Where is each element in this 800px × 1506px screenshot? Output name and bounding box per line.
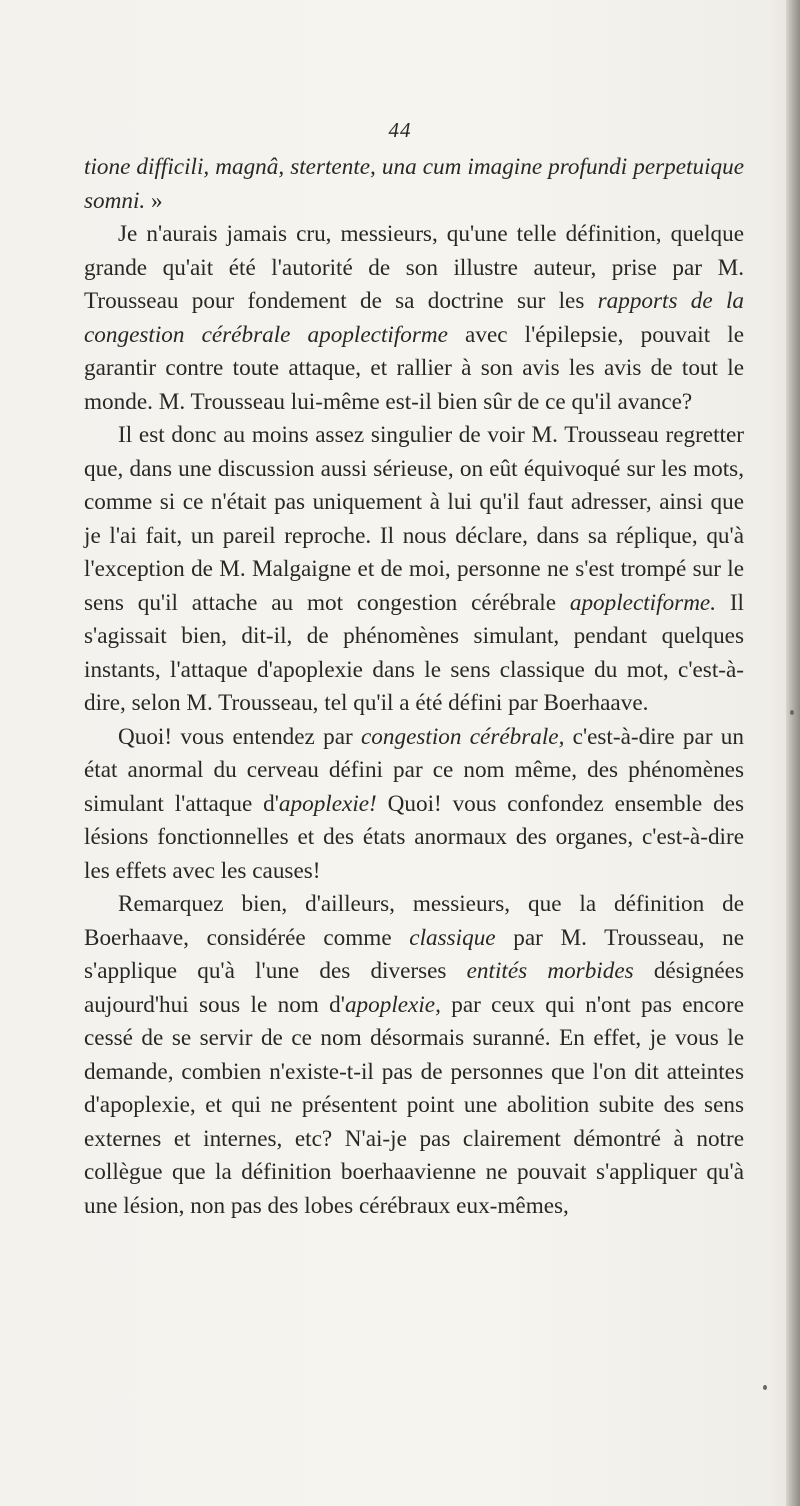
print-speck xyxy=(763,1385,767,1390)
text-run: par M. Trousseau, ne s'applique qu'à l'une des diverses xyxy=(84,924,744,984)
italic-text: apoplexie! xyxy=(278,790,377,817)
italic-text: tione difficili, magnâ, stertente, una cum imagine profundi perpetuique somni. xyxy=(84,154,744,214)
text-run: avec l'épilepsie, pouvait le garantir contre toute attaque, et rallier à son avis les avis de tout le monde. M. Trousseau lui-même est-il bien sûr de ce qu'il avance? xyxy=(84,321,745,415)
text-run: c'est-à-dire par un état anormal du cerveau défini par ce nom même, des phénomènes simulant l'attaque d' xyxy=(84,723,744,817)
page-number: 44 xyxy=(388,118,412,142)
italic-text: apoplectiforme. xyxy=(569,589,717,616)
italic-text: classique xyxy=(409,924,496,951)
italic-text: entités morbides xyxy=(466,958,634,984)
paragraph xyxy=(84,721,744,889)
paragraph xyxy=(84,419,744,721)
page-edge-shadow xyxy=(786,0,800,1506)
text-run: Quoi! vous confondez ensemble des lésions fonctionnelles et des états anormaux des organes, c'est-à-dire les effets avec les causes! xyxy=(84,790,744,884)
italic-text: congestion cérébrale, xyxy=(361,723,565,750)
paragraph xyxy=(84,218,744,419)
print-speck xyxy=(790,710,794,715)
italic-text: apoplexie, xyxy=(344,991,441,1018)
text-run: Il est donc au moins assez singulier de voir M. Trousseau regretter que, dans une discussion aussi sérieuse, on eût équivoqué sur les mots, comme si ce n'était pas uniquement à lui qu'il faut adresser, ainsi que je l'ai fait, un pareil reproche. Il nous déclare, dans sa réplique, qu'à l'exception de M. Malgaigne et de moi, personne ne s'est trompé sur le sens qu'il attache au mot congestion cérébrale xyxy=(84,422,744,616)
text-run: » xyxy=(145,187,163,214)
text-run: Je n'aurais jamais cru, messieurs, qu'une telle définition, quelque grande qu'ait été l'autorité de son illustre auteur, prise par M. Trousseau pour fondement de sa doctrine sur les xyxy=(84,221,744,314)
text-run: désignées aujourd'hui sous le nom d' xyxy=(84,958,744,1018)
text-run: Remarquez bien, d'ailleurs, messieurs, que la définition de Boerhaave, considérée comme xyxy=(84,891,744,951)
paragraph xyxy=(84,888,744,1223)
text-run: Quoi! vous entendez par xyxy=(118,723,361,750)
italic-text: rapports de la congestion cérébrale apoplectiforme xyxy=(84,288,744,348)
text-run: Il s'agissait bien, dit-il, de phénomènes simulant, pendant quelques instants, l'attaque d'apoplexie dans le sens classique du mot, c'est-à-dire, selon M. Trousseau, tel qu'il a été défini par Boerhaave. xyxy=(84,589,745,716)
text-run: par ceux qui n'ont pas encore cessé de se servir de ce nom désormais suranné. En effet, je vous le demande, combien n'existe-t-il pas de personnes que l'on dit atteintes d'apoplexie, et qui ne présentent point une abolition subite des sens externes et internes, etc? N'ai-je pas clairement démontré à notre collègue que la définition boerhaavienne ne pouvait s'appliquer qu'à une lésion, non pas des lobes cérébraux eux-mêmes, xyxy=(84,991,744,1219)
paragraph-continuation xyxy=(84,151,744,218)
body-text xyxy=(84,151,744,1223)
